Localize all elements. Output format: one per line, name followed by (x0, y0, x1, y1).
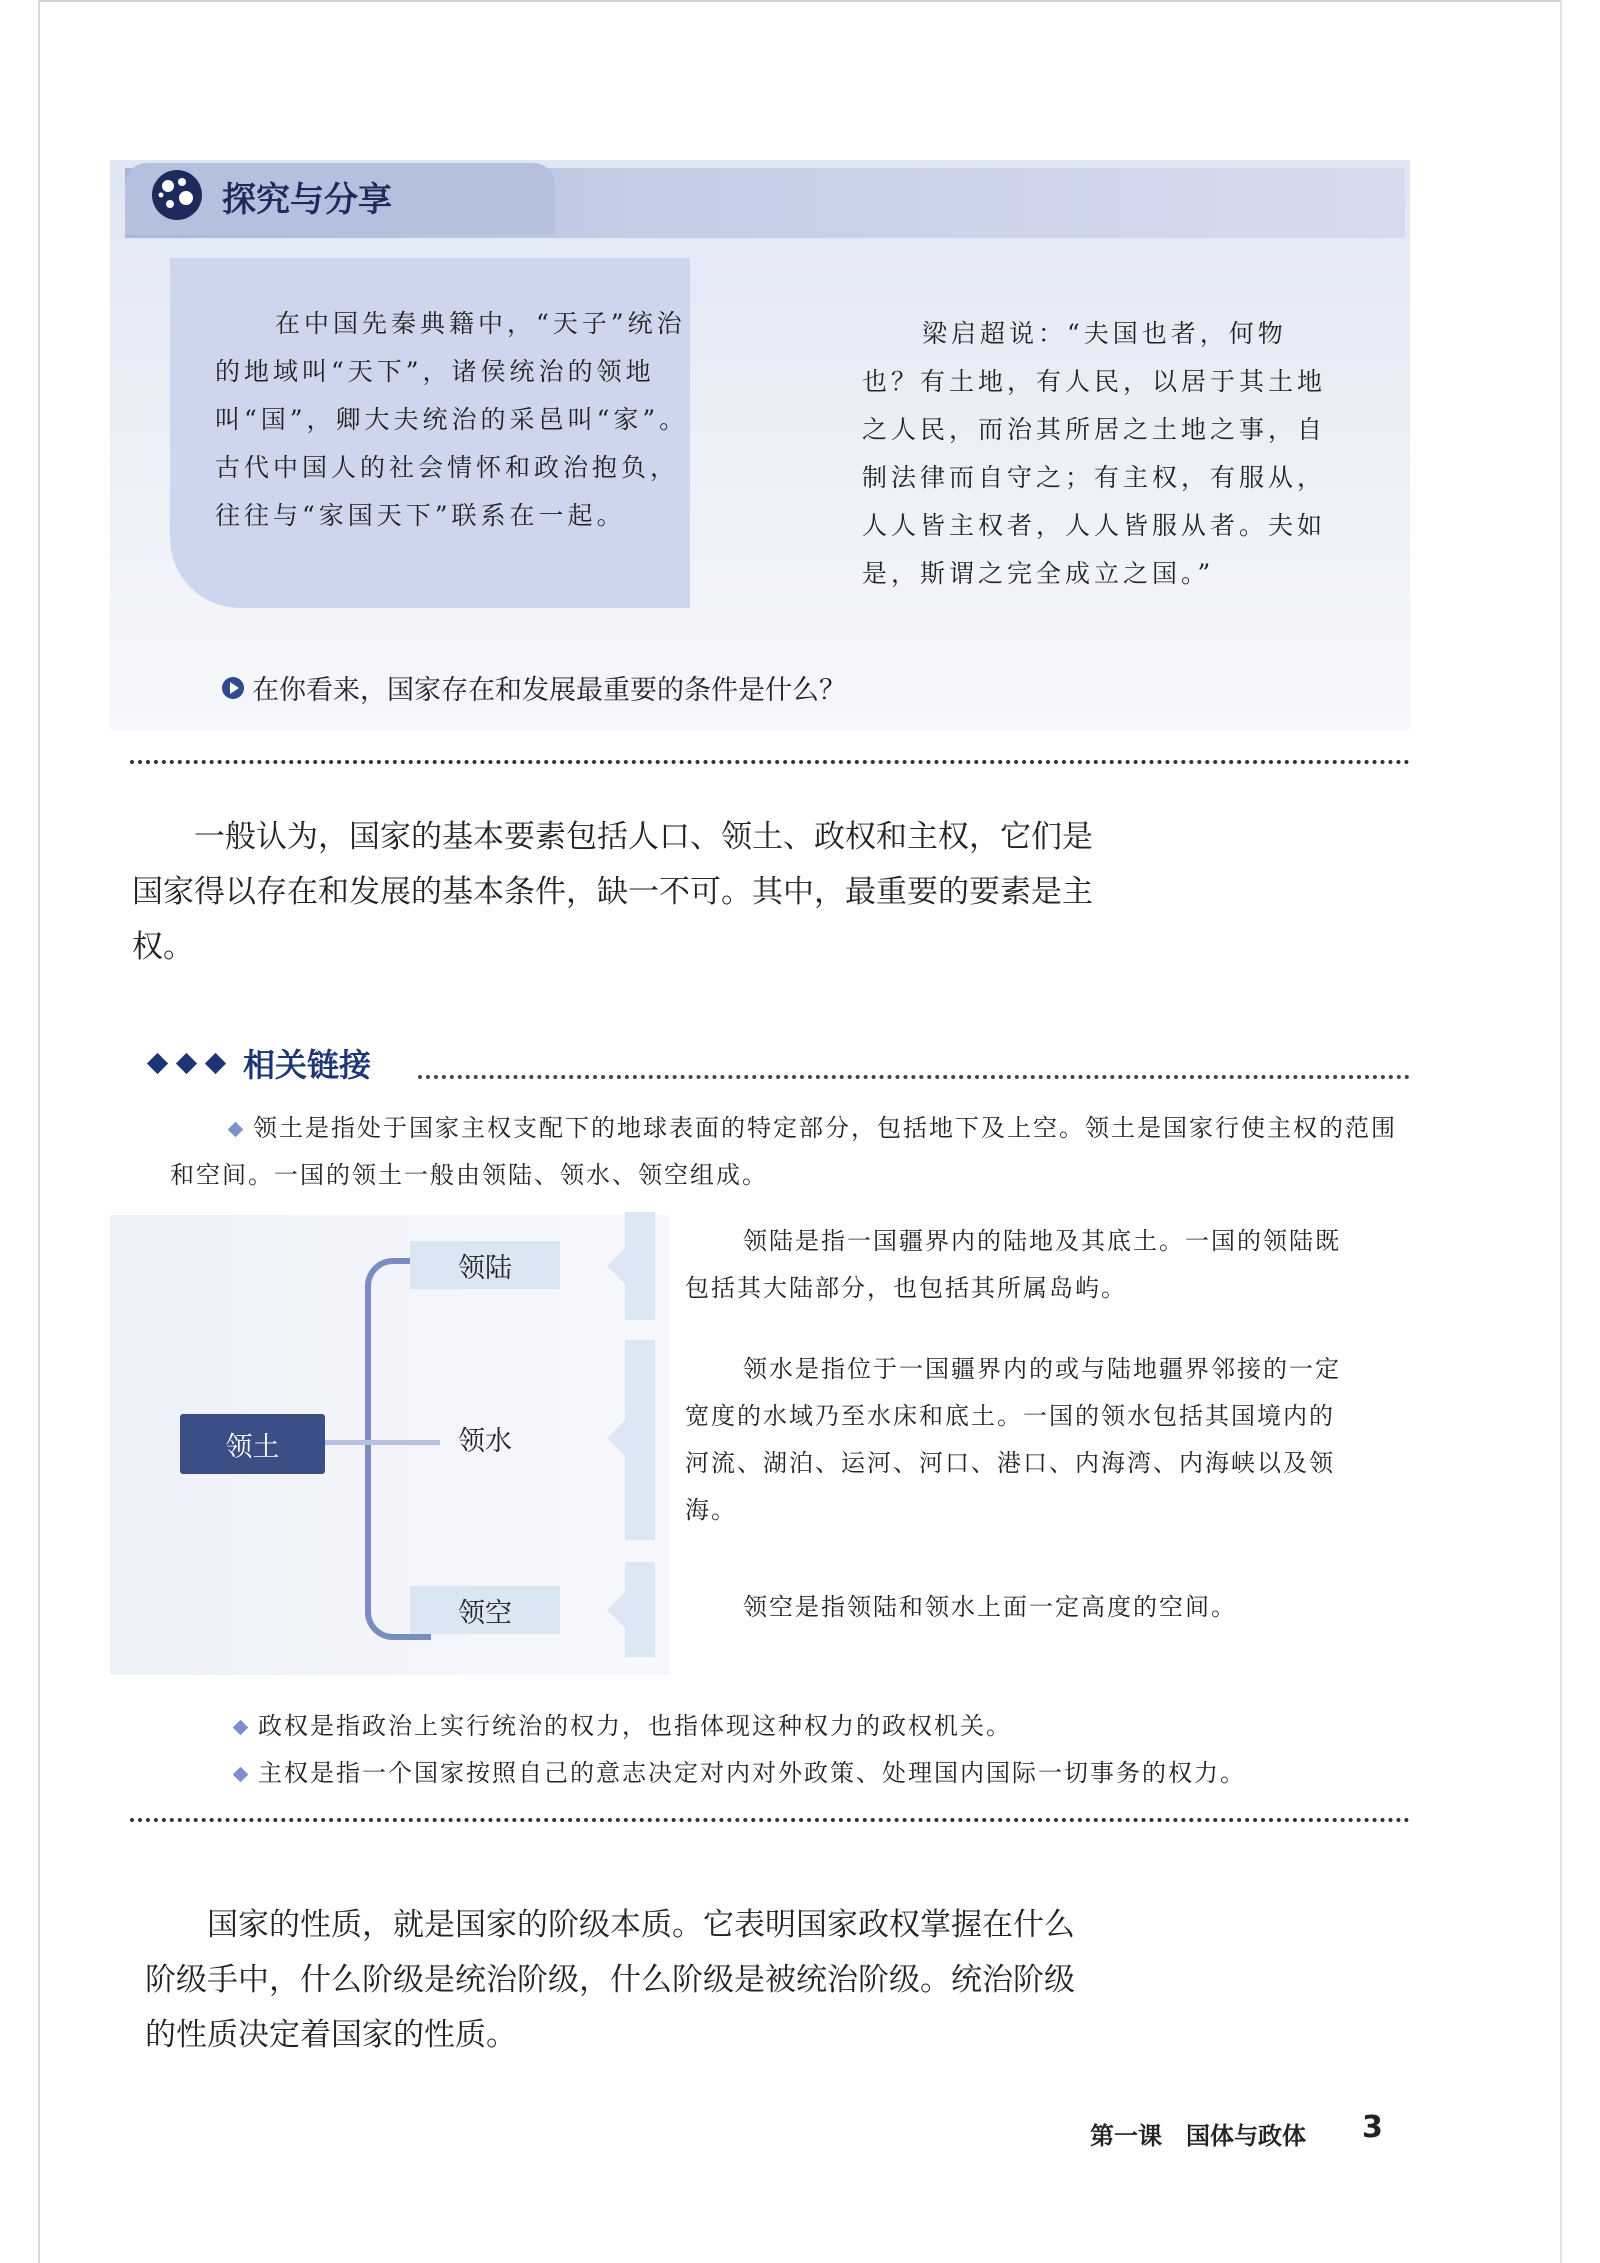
footer-lesson-title: 第一课 国体与政体 (1090, 2122, 1306, 2150)
diagram-leaf-air: 领空 (410, 1586, 560, 1634)
callout-bar (625, 1340, 655, 1540)
question-text: 在你看来，国家存在和发展最重要的条件是什么？ (252, 675, 846, 706)
page-number: 3 (1362, 2110, 1383, 2145)
diamond-icon (205, 1052, 226, 1073)
page-edge (38, 0, 40, 2263)
dotted-divider (130, 1818, 1410, 1822)
water-description: 领水是指位于一国疆界内的或与陆地疆界邻接的一定宽度的水域乃至水床和底土。一国的领水包括其国境内的河流、湖泊、运河、河口、港口、内海湾、内海峡以及领海。 (685, 1355, 1341, 1524)
diamond-bullet-icon (228, 1122, 244, 1138)
diamond-icon (176, 1052, 197, 1073)
related-links-header (150, 1040, 371, 1086)
callout-bar (625, 1212, 655, 1320)
sovereignty-definition: 主权是指一个国家按照自己的意志决定对内对外政策、处理国内国际一切事务的权力。 (235, 1750, 1415, 1797)
diagram-root-territory: 领土 (180, 1414, 325, 1474)
arrow-bullet-icon (222, 677, 244, 699)
quote-right-text: 梁启超说：“夫国也者，何物也？有土地，有人民，以居于其土地之人民，而治其所居之土地之事，自制法律而自守之；有主权，有服从，人人皆主权者，人人皆服从者。夫如是，斯谓之完全成立之国。” (862, 319, 1327, 588)
callout-bar (625, 1562, 655, 1657)
body-paragraph: 一般认为，国家的基本要素包括人口、领土、政权和主权，它们是国家得以存在和发展的基本条件，缺一不可。其中，最重要的要素是主权。 (132, 819, 1093, 965)
diamond-icon (147, 1052, 168, 1073)
air-description: 领空是指领陆和领水上面一定高度的空间。 (743, 1593, 1237, 1621)
bubbles-icon (150, 168, 204, 222)
callout-notch (607, 1420, 625, 1456)
page-edge (38, 0, 1560, 2)
land-description: 领陆是指一国疆界内的陆地及其底土。一国的领陆既包括其大陆部分，也包括其所属岛屿。 (685, 1227, 1341, 1302)
dotted-divider (418, 1075, 1410, 1079)
body-paragraph: 国家的性质，就是国家的阶级本质。它表明国家政权掌握在什么阶级手中，什么阶级是统治阶级，什么阶级是被统治阶级。统治阶级的性质决定着国家的性质。 (145, 1907, 1075, 2053)
diagram-leaf-land: 领陆 (410, 1241, 560, 1289)
diamond-bullet-icon (233, 1720, 249, 1736)
territory-definition: 领土是指处于国家主权支配下的地球表面的特定部分，包括地下及上空。领土是国家行使主权的范围和空间。一国的领土一般由领陆、领水、领空组成。 (170, 1114, 1397, 1189)
diagram-leaf-water: 领水 (458, 1425, 512, 1457)
explore-question (222, 668, 846, 707)
callout-notch (607, 1248, 625, 1284)
dotted-divider (130, 760, 1410, 764)
regime-definition: 政权是指政治上实行统治的权力，也指体现这种权力的政权机关。 (235, 1703, 1415, 1750)
related-links-title: 相关链接 (243, 1046, 372, 1084)
quote-left-text: 在中国先秦典籍中，“天子”统治的地域叫“天下”，诸侯统治的领地叫“国”，卿大夫统治的采邑叫“家”。古代中国人的社会情怀和政治抱负，往往与“家国天下”联系在一起。 (215, 309, 689, 530)
explore-title: 探究与分享 (222, 180, 392, 220)
page-edge (1560, 0, 1562, 2263)
callout-notch (607, 1592, 625, 1628)
diamond-bullet-icon (233, 1767, 249, 1783)
